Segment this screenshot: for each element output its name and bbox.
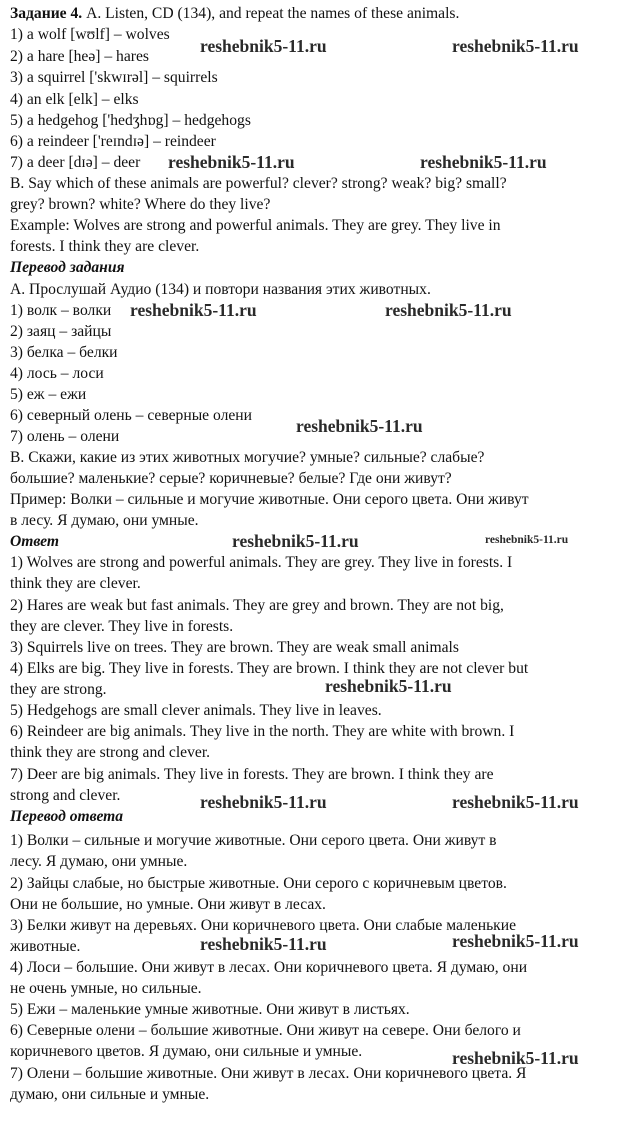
watermark: reshebnik5-11.ru bbox=[200, 36, 327, 56]
answer-line: 2) Hares are weak but fast animals. They are grey and brown. They are not big, bbox=[10, 597, 504, 614]
answer-translation-line: Они не большие, но умные. Они живут в лесах. bbox=[10, 896, 326, 913]
task-item-3: 3) a squirrel ['skwɪrəl] – squirrels bbox=[10, 69, 218, 86]
task-item-4: 4) an elk [elk] – elks bbox=[10, 91, 139, 108]
answer-heading: Ответ bbox=[10, 533, 60, 550]
answer-line: they are strong. bbox=[10, 681, 107, 698]
answer-translation-heading: Перевод ответа bbox=[10, 808, 124, 825]
answer-line: strong and clever. bbox=[10, 787, 121, 804]
task-part-b-cont: grey? brown? white? Where do they live? bbox=[10, 196, 271, 213]
translation-heading: Перевод задания bbox=[10, 259, 125, 276]
watermark-small: reshebnik5-11.ru bbox=[485, 534, 569, 546]
answer-translation-line: 2) Зайцы слабые, но быстрые животные. Они серого с коричневым цветов. bbox=[10, 875, 507, 892]
translation-item-6: 6) северный олень – северные олени bbox=[10, 407, 252, 424]
answer-translation-line: лесу. Я думаю, они умные. bbox=[10, 853, 188, 870]
task-heading bbox=[10, 4, 628, 23]
task-item-1: 1) a wolf [wʊlf] – wolves bbox=[10, 26, 170, 43]
answer-translation-line: 5) Ежи – маленькие умные животные. Они живут в листьях. bbox=[10, 1001, 410, 1018]
translation-part-a: А. Прослушай Аудио (134) и повтори названия этих животных. bbox=[10, 281, 431, 298]
translation-item-5: 5) еж – ежи bbox=[10, 386, 87, 403]
task-item-6: 6) a reindeer ['reɪndɪə] – reindeer bbox=[10, 133, 216, 150]
task-part-b: B. Say which of these animals are powerful? clever? strong? weak? big? small? bbox=[10, 175, 507, 192]
answer-translation-line: 3) Белки живут на деревьях. Они коричневого цвета. Они слабые маленькие bbox=[10, 917, 517, 934]
translation-part-b: В. Скажи, какие из этих животных могучие? умные? сильные? слабые? bbox=[10, 449, 485, 466]
task-item-7: 7) a deer [dɪə] – deer bbox=[10, 154, 141, 171]
answer-translation-line: думаю, они сильные и умные. bbox=[10, 1086, 210, 1103]
answer-line: they are clever. They live in forests. bbox=[10, 618, 234, 635]
answer-line: 6) Reindeer are big animals. They live in the north. They are white with brown. I bbox=[10, 723, 515, 740]
watermark: reshebnik5-11.ru bbox=[296, 416, 423, 436]
task-instruction: A. Listen, CD (134), and repeat the names of these animals. bbox=[82, 5, 460, 22]
answer-line: think they are clever. bbox=[10, 575, 141, 592]
watermark: reshebnik5-11.ru bbox=[232, 531, 359, 551]
watermark: reshebnik5-11.ru bbox=[420, 152, 547, 172]
watermark: reshebnik5-11.ru bbox=[452, 931, 579, 951]
task-item-2: 2) a hare [heə] – hares bbox=[10, 48, 149, 65]
answer-line: 5) Hedgehogs are small clever animals. They live in leaves. bbox=[10, 702, 382, 719]
task-item-5: 5) a hedgehog ['hedʒhɒg] – hedgehogs bbox=[10, 112, 251, 129]
watermark: reshebnik5-11.ru bbox=[325, 676, 452, 696]
watermark: reshebnik5-11.ru bbox=[452, 792, 579, 812]
translation-item-3: 3) белка – белки bbox=[10, 344, 118, 361]
watermark: reshebnik5-11.ru bbox=[385, 300, 512, 320]
watermark: reshebnik5-11.ru bbox=[200, 934, 327, 954]
answer-translation-line: 4) Лоси – большие. Они живут в лесах. Они коричневого цвета. Я думаю, они bbox=[10, 959, 528, 976]
translation-example-cont: в лесу. Я думаю, они умные. bbox=[10, 512, 199, 529]
watermark: reshebnik5-11.ru bbox=[200, 792, 327, 812]
translation-item-7: 7) олень – олени bbox=[10, 428, 120, 445]
translation-example: Пример: Волки – сильные и могучие животные. Они серого цвета. Они живут bbox=[10, 491, 529, 508]
translation-item-1: 1) волк – волки bbox=[10, 302, 112, 319]
answer-translation-line: 6) Северные олени – большие животные. Они живут на севере. Они белого и bbox=[10, 1022, 521, 1039]
translation-item-4: 4) лось – лоси bbox=[10, 365, 104, 382]
answer-translation-line: коричневого цветов. Я думаю, они сильные и умные. bbox=[10, 1043, 363, 1060]
answer-line: 1) Wolves are strong and powerful animals. They are grey. They live in forests. I bbox=[10, 554, 513, 571]
translation-part-b-cont: большие? маленькие? серые? коричневые? белые? Где они живут? bbox=[10, 470, 452, 487]
answer-translation-line: животные. bbox=[10, 938, 81, 955]
task-example-cont: forests. I think they are clever. bbox=[10, 238, 200, 255]
answer-line: 4) Elks are big. They live in forests. They are brown. I think they are not clever but bbox=[10, 660, 529, 677]
task-example: Example: Wolves are strong and powerful animals. They are grey. They live in bbox=[10, 217, 501, 234]
watermark: reshebnik5-11.ru bbox=[130, 300, 257, 320]
answer-translation-line: 1) Волки – сильные и могучие животные. Они серого цвета. Они живут в bbox=[10, 832, 497, 849]
task-number: Задание 4. bbox=[10, 5, 83, 22]
watermark: reshebnik5-11.ru bbox=[168, 152, 295, 172]
answer-line: think they are strong and clever. bbox=[10, 744, 211, 761]
answer-line: 7) Deer are big animals. They live in forests. They are brown. I think they are bbox=[10, 766, 494, 783]
watermark: reshebnik5-11.ru bbox=[452, 36, 579, 56]
watermark: reshebnik5-11.ru bbox=[452, 1048, 579, 1068]
answer-line: 3) Squirrels live on trees. They are brown. They are weak small animals bbox=[10, 639, 459, 656]
answer-translation-line: не очень умные, но сильные. bbox=[10, 980, 202, 997]
translation-item-2: 2) заяц – зайцы bbox=[10, 323, 112, 340]
answer-translation-line: 7) Олени – большие животные. Они живут в лесах. Они коричневого цвета. Я bbox=[10, 1065, 527, 1082]
